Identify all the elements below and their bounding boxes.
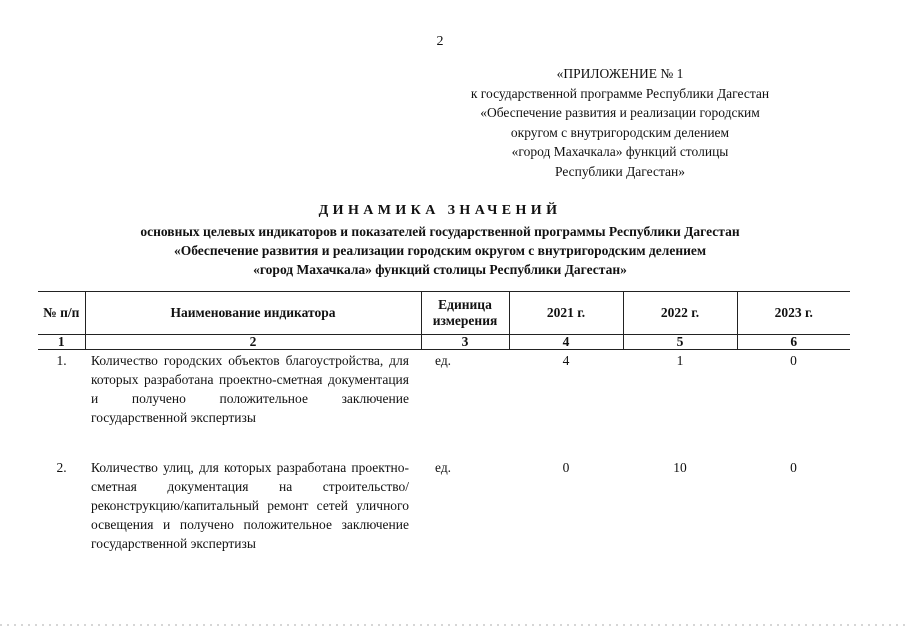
header-2023: 2023 г. — [737, 292, 850, 335]
appendix-line: «Обеспечение развития и реализации городским — [480, 105, 760, 120]
document-title: ДИНАМИКА ЗНАЧЕНИЙ — [318, 203, 562, 218]
appendix-line: к государственной программе Республики Дагестан — [470, 85, 770, 101]
table-row — [38, 457, 850, 558]
header-2022: 2022 г. — [623, 292, 737, 335]
appendix-line: округом с внутригородским делением — [510, 124, 730, 140]
column-number: 5 — [623, 335, 737, 350]
value-2023: 0 — [790, 353, 797, 368]
appendix-line: «ПРИЛОЖЕНИЕ № 1 — [556, 66, 684, 81]
column-number-row — [38, 335, 850, 350]
subtitle-line: «город Махачкала» функций столицы Республики Дагестан» — [253, 262, 627, 277]
value-2023: 0 — [790, 460, 797, 475]
row-number: 2. — [56, 460, 67, 475]
row-number: 1. — [56, 353, 67, 368]
appendix-line: Республики Дагестан» — [554, 163, 685, 179]
table-row — [38, 350, 850, 458]
table-header-row — [38, 292, 850, 335]
value-2021: 0 — [562, 460, 570, 475]
indicator-name: Количество городских объектов благоустройства, для которых разработана проектно-сметная документация и получено положительное заключение государственной экспертизы — [91, 353, 409, 425]
column-number: 1 — [38, 335, 85, 350]
header-2021: 2021 г. — [509, 292, 623, 335]
header-name: Наименование индикатора — [85, 292, 421, 335]
column-number: 6 — [737, 335, 850, 350]
appendix-line: «город Махачкала» функций столицы — [511, 144, 729, 159]
subtitle-line: «Обеспечение развития и реализации городским округом с внутригородским делением — [173, 243, 707, 258]
scan-edge-divider — [0, 624, 905, 626]
indicator-name: Количество улиц, для которых разработана проектно-сметная документация на строительство/реконструкцию/капитальный ремонт сетей уличного освещения и получено положительное заключение государственной экспертизы — [91, 460, 409, 551]
value-2022: 1 — [676, 353, 684, 368]
unit-cell: ед. — [435, 353, 452, 368]
value-2021: 4 — [562, 353, 570, 368]
page-number: 2 — [436, 34, 444, 49]
document-subtitle — [60, 222, 820, 279]
column-number: 4 — [509, 335, 623, 350]
column-number: 2 — [85, 335, 421, 350]
indicator-table — [38, 291, 850, 558]
value-2022: 10 — [673, 460, 687, 475]
header-unit: Единица измерения — [421, 292, 509, 335]
column-number: 3 — [421, 335, 509, 350]
appendix-block — [470, 64, 770, 181]
subtitle-line: основных целевых индикаторов и показателей государственной программы Республики Дагестан — [140, 224, 740, 239]
header-num: № п/п — [38, 292, 85, 335]
unit-cell: ед. — [435, 460, 452, 475]
